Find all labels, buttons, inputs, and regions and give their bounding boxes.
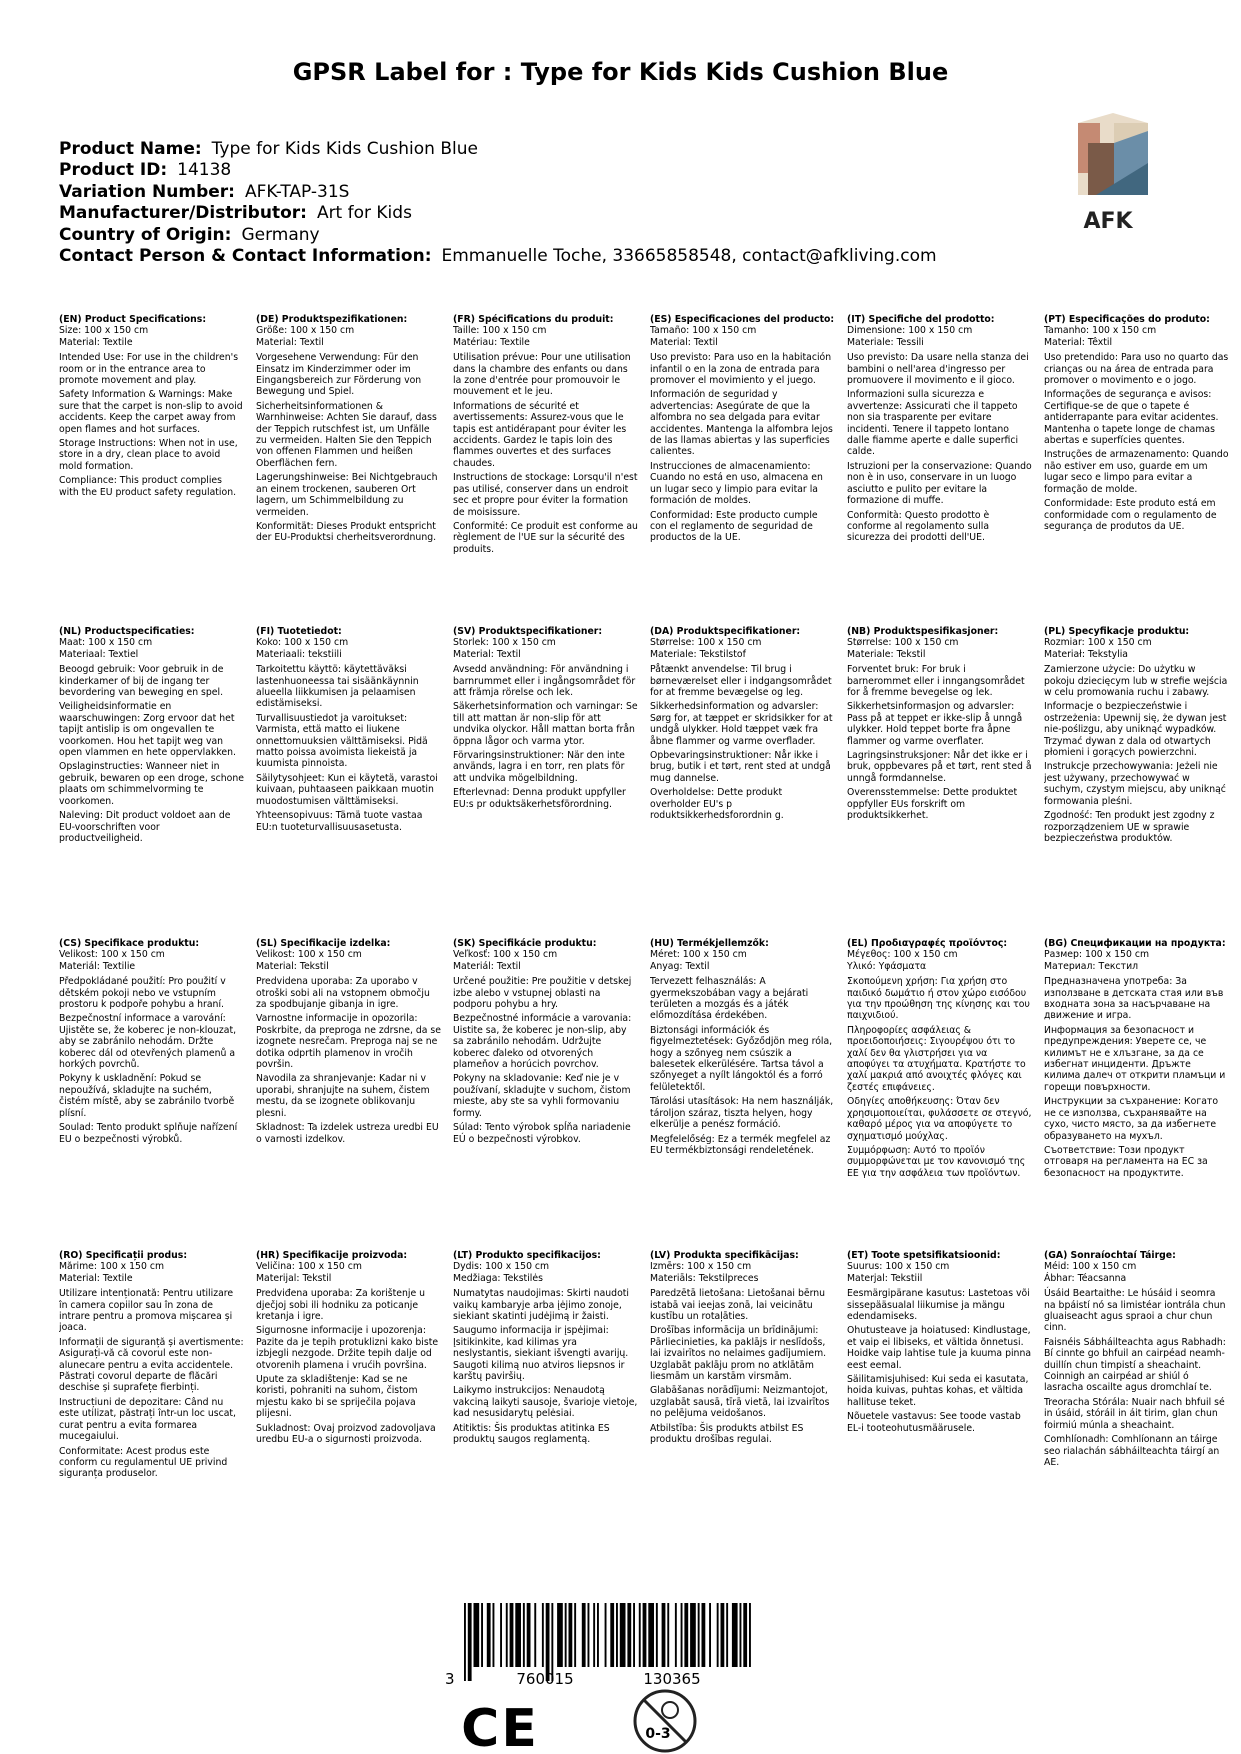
language-block [1044, 314, 1229, 614]
spec-paragraph: Overensstemmelse: Dette produktet oppfyller EUs forskrift om produktsikkerhet. [847, 787, 1018, 822]
barcode-bar [648, 1603, 654, 1667]
spec-paragraph: Určené použitie: Pre použitie v detskej izbe alebo v vstupnej oblasti na podporu pohybu a hry. [453, 976, 632, 1011]
spec-line: Materjal: Tekstiil [847, 1272, 923, 1284]
spec-line: Size: 100 x 150 cm [59, 325, 149, 337]
language-header: (BG) Спецификации на продукта: [1044, 938, 1226, 949]
barcode-bar [574, 1603, 576, 1667]
spec-line: Μέγεθος: 100 x 150 cm [847, 949, 958, 961]
spec-paragraph: Paredzētā lietošana: Lietošanai bērnu istabā vai ieejas zonā, lai veicinātu kustību un rotaļāties. [650, 1288, 826, 1323]
spec-paragraph: Säilytysohjeet: Kun ei käytetä, varastoi kuivaan, puhtaaseen paikkaan muotin muodostumisen välttämiseksi. [256, 772, 438, 807]
spec-paragraph: Instruções de armazenamento: Quando não estiver em uso, guarde em um lugar seco e limpo para evitar a formação de molde. [1044, 449, 1229, 495]
product-name-value: Type for Kids Kids Cushion Blue [211, 139, 478, 159]
language-block [847, 938, 1032, 1238]
spec-paragraph: Utilisation prévue: Pour une utilisation dans la chambre des enfants ou dans la zone d'entrée pour promouvoir le mouvement et le jeu. [453, 352, 631, 398]
spec-paragraph: Istruzioni per la conservazione: Quando non è in uso, conservare in un luogo asciutto e pulito per evitare la formazione di muffe. [847, 460, 1032, 507]
spec-line: Velikost: 100 x 150 cm [59, 949, 165, 961]
language-header: (LV) Produkta specifikācijas: [650, 1250, 799, 1261]
product-id-row [59, 160, 937, 181]
variation-number-label: Variation Number: [59, 181, 235, 202]
afk-logo [1068, 113, 1148, 236]
spec-line: Dimensione: 100 x 150 cm [847, 325, 973, 337]
spec-line: Méid: 100 x 150 cm [1044, 1261, 1137, 1273]
spec-line: Velikost: 100 x 150 cm [256, 949, 362, 961]
language-block [59, 938, 244, 1238]
spec-line: Størrelse: 100 x 150 cm [650, 637, 762, 649]
spec-paragraph: Instrucțiuni de depozitare: Când nu este utilizat, păstrați într-un loc uscat, curat pentru a evita formarea mucegaiului. [59, 1396, 237, 1443]
barcode-bar [569, 1603, 573, 1667]
spec-paragraph: Varnostne informacije in opozorila: Poskrbite, da preproga ne zdrsne, da se izognete nesrečam. Preproga naj se ne dotika odprtih plamenov in vročih površin. [256, 1013, 441, 1071]
language-block [59, 1250, 244, 1550]
spec-line: Mărime: 100 x 150 cm [59, 1261, 165, 1273]
spec-line: Materiāls: Tekstilpreces [650, 1272, 759, 1284]
barcode-bar [493, 1603, 495, 1667]
spec-paragraph: Opbevaringsinstruktioner: Når ikke i brug, butik i et tørt, rent sted at undgå mug dannelse. [650, 750, 831, 784]
barcode-bar [610, 1603, 614, 1667]
spec-line: Taille: 100 x 150 cm [453, 325, 547, 337]
spec-paragraph: Sicherheitsinformationen & Warnhinweise: Achten Sie darauf, dass der Teppich rutschfest ist, um Unfälle zu vermeiden. Halten Sie den Teppich von offenen Flammen und heißen Oberflächen fern. [256, 400, 437, 469]
spec-paragraph: Pokyny na skladovanie: Keď nie je v používaní, skladujte v suchom, čistom mieste, aby ste sa vyhli formovaniu formy. [453, 1073, 631, 1119]
spec-paragraph: Conformitate: Acest produs este conform cu regulamentul UE privind siguranța produselor. [59, 1445, 228, 1480]
spec-paragraph: Drošības informācija un brīdinājumi: Pārliecinieties, ka paklājs ir neslīdošs, lai izvairītos no nelaimes gadījumiem. Uzglabāt paklāju prom no atklātām liesmām un karstām virsmām. [650, 1325, 827, 1383]
spec-paragraph: Информация за безопасност и предупреждения: Уверете се, че килимът не е хлъзгане, за да се избегнат инциденти. Дръжте килима далеч от открити пламъци и горещи повърхности. [1044, 1024, 1226, 1093]
spec-line: Materiál: Textilie [59, 960, 136, 972]
barcode-bar [487, 1603, 491, 1667]
language-header: (NB) Produktspesifikasjoner: [847, 626, 999, 637]
spec-paragraph: Laikymo instrukcijos: Nenaudotą vakciną laikyti sausoje, švarioje vietoje, kad nesusidarytų pelėsiai. [453, 1385, 638, 1420]
barcode [440, 1603, 770, 1688]
spec-paragraph: Efterlevnad: Denna produkt uppfyller EU:s pr oduktsäkerhetsförordning. [453, 787, 626, 810]
spec-paragraph: Informations de sécurité et avertissements: Assurez-vous que le tapis est antidérapant pour éviter les accidents. Gardez le tapis loin des flammes ouvertes et des surfaces chaudes. [453, 400, 627, 469]
spec-paragraph: Säkerhetsinformation och varningar: Se till att mattan är non-slip för att undvika olyckor. Håll mattan borta från öppna lågor och varma ytor. [453, 701, 638, 747]
language-block [453, 938, 638, 1238]
spec-paragraph: Yhteensopivuus: Tämä tuote vastaa EU:n tuoteturvallisuusasetusta. [256, 810, 423, 833]
contact-label: Contact Person & Contact Information: [59, 246, 432, 267]
ce-mark-text: CE [461, 1700, 539, 1750]
spec-paragraph: Předpokládané použití: Pro použití v dětském pokoji nebo ve vstupním prostoru k podpoře pohybu a hraní. [59, 976, 226, 1011]
spec-paragraph: Säilitamisjuhised: Kui seda ei kasutata, hoida kuivas, puhtas kohas, et vältida hallituse teket. [847, 1374, 1029, 1408]
barcode-bar [605, 1603, 607, 1667]
spec-paragraph: Biztonsági információk és figyelmeztetések: Győződjön meg róla, hogy a szőnyeg nem csúszik a balesetek elkerülésére. Tartsa távol a szőnyeget a nyílt lángoktól és a forró felületektől. [650, 1024, 833, 1093]
language-header: (PL) Specyfikacje produktu: [1044, 626, 1190, 637]
spec-paragraph: Glabāšanas norādījumi: Neizmantojot, uzglabāt sausā, tīrā vietā, lai izvairītos no pelējuma veidošanos. [650, 1385, 830, 1420]
spec-paragraph: Avsedd användning: För användning i barnrummet eller i ingångsområdet för att främja rörelse och lek. [453, 664, 636, 699]
barcode-bar [468, 1603, 472, 1681]
language-header: (HR) Specifikacije proizvoda: [256, 1250, 408, 1261]
spec-paragraph: Utilizare intenționată: Pentru utilizare în camera copiilor sau în zona de intrare pentru a promova mișcarea și joaca. [59, 1288, 234, 1334]
spec-line: Размер: 100 x 150 cm [1044, 949, 1149, 961]
variation-number-value: AFK-TAP-31S [244, 181, 350, 202]
variation-number-row [59, 182, 937, 203]
barcode-bar [627, 1603, 631, 1667]
barcode-bar [534, 1603, 536, 1667]
spec-paragraph: Instrukcje przechowywania: Jeżeli nie jest używany, przechowywać w suchym, czystym miejscu, aby uniknąć formowania pleśni. [1044, 761, 1226, 807]
language-block [256, 938, 441, 1238]
spec-line: Materiale: Tessili [847, 336, 924, 348]
product-name-row [59, 139, 937, 160]
language-block [256, 626, 441, 926]
spec-line: Материал: Текстил [1044, 960, 1139, 972]
language-block [453, 626, 638, 926]
language-block [453, 1250, 638, 1550]
spec-line: Matériau: Textile [453, 336, 530, 348]
barcode-bar [464, 1603, 466, 1681]
barcode-bar [593, 1603, 595, 1667]
barcode-bar [675, 1603, 677, 1667]
barcode-bar [698, 1603, 700, 1667]
barcode-bar [726, 1603, 728, 1667]
barcode-bar [749, 1603, 751, 1667]
spec-paragraph: Turvallisuustiedot ja varoitukset: Varmista, että matto ei liukene onnettomuuksien välttämiseksi. Pidä matto poissa avoimista liekeistä ja kuumista pinnoista. [256, 712, 428, 770]
language-block [650, 626, 835, 926]
logo-text: AFK [1083, 209, 1133, 234]
spec-line: Größe: 100 x 150 cm [256, 325, 355, 337]
spec-paragraph: Naleving: Dit product voldoet aan de EU-voorschriften voor productveiligheid. [59, 810, 231, 844]
spec-paragraph: Vorgesehene Verwendung: Für den Einsatz im Kinderzimmer oder im Eingangsbereich zur Förderung von Bewegung und Spiel. [256, 352, 422, 398]
spec-paragraph: Informazioni sulla sicurezza e avvertenze: Assicurati che il tappeto non sia trasparente per evitare incidenti. Tenere il tappeto lontano dalle fiamme aperte e dalle superfici calde. [847, 389, 1019, 458]
barcode-bar [527, 1603, 531, 1667]
barcode-bar [721, 1603, 725, 1667]
spec-line: Storlek: 100 x 150 cm [453, 637, 556, 649]
spec-paragraph: Veiligheidsinformatie en waarschuwingen: Zorg ervoor dat het tapijt antislip is om ongevallen te voorkomen. Hou het tapijt weg van open vlammen en hete oppervlakken. [59, 701, 236, 759]
language-header: (SV) Produktspecifikationer: [453, 626, 603, 637]
spec-paragraph: Conformidade: Este produto está em conformidade com o regulamento de segurança de produtos da UE. [1044, 498, 1217, 532]
barcode-group-1: 760015 [516, 1670, 574, 1688]
barcode-bar [616, 1603, 618, 1667]
spec-paragraph: Predvidena uporaba: Za uporabo v otroški sobi ali na vstopnem območju za spodbujanje gibanja in igre. [256, 976, 430, 1011]
country-of-origin-label: Country of Origin: [59, 224, 232, 245]
spec-paragraph: Sigurnosne informacije i upozorenja: Pazite da je tepih protuklizni kako biste izbjegli nezgode. Držite tepih dalje od otvorenih plamena i vrućih površina. [256, 1325, 439, 1371]
spec-paragraph: Skladnost: Ta izdelek ustreza uredbi EU o varnosti izdelkov. [256, 1122, 439, 1145]
spec-paragraph: Sikkerhetsinformasjon og advarsler: Pass på at teppet er ikke-slip å unngå ulykker. Hold teppet borte fra åpne flammer og varme overflater. [847, 701, 1023, 747]
spec-paragraph: Treoracha Stórála: Nuair nach bhfuil sé in úsáid, stóráil in áit tirim, glan chun foirmiú múnla a sheachaint. [1044, 1396, 1225, 1431]
spec-paragraph: Påtænkt anvendelse: Til brug i børneværelset eller i indgangsområdet for at fremme bevægelse og leg. [650, 664, 832, 699]
age-warning-text: 0-3 [645, 1726, 671, 1742]
spec-line: Koko: 100 x 150 cm [256, 637, 349, 649]
barcode-bar [717, 1603, 719, 1667]
spec-paragraph: Οδηγίες αποθήκευσης: Όταν δεν χρησιμοποιείται, φυλάσσετε σε στεγνό, καθαρό μέρος για να αποφύγετε το σχηματισμό μούχλας. [847, 1096, 1032, 1142]
language-block [847, 1250, 1032, 1550]
spec-paragraph: Informații de siguranță și avertismente: Asigurați-vă că covorul este non-alunecare pentru a evita accidentele. Păstrați covorul departe de flăcări deschise și suprafețe fierbinți. [59, 1336, 244, 1394]
spec-paragraph: Eesmärgipärane kasutus: Lastetoas või sissepääsualal liikumise ja mängu edendamiseks. [847, 1288, 1030, 1323]
spec-paragraph: Uso previsto: Da usare nella stanza dei bambini o nell'area d'ingresso per promuovere il movimento e il gioco. [847, 352, 1029, 387]
spec-line: Material: Têxtil [1044, 336, 1113, 348]
spec-line: Veľkosť: 100 x 150 cm [453, 949, 558, 961]
spec-paragraph: Forventet bruk: For bruk i barnerommet eller i inngangsområdet for å fremme bevegelse og lek. [847, 664, 1025, 699]
country-of-origin-row [59, 225, 937, 246]
spec-paragraph: Intended Use: For use in the children's room or in the entrance area to promote movement and play. [59, 352, 239, 387]
barcode-bar [740, 1603, 742, 1667]
spec-paragraph: Tervezett felhasználás: A gyermekszobában vagy a bejárati területen a mozgás és a játék előmozdítása érdekében. [650, 976, 809, 1022]
language-header: (FI) Tuotetiedot: [256, 626, 342, 637]
language-header: (DE) Produktspezifikationen: [256, 314, 408, 325]
language-block [650, 314, 835, 614]
spec-paragraph: Safety Information & Warnings: Make sure that the carpet is non-slip to avoid accidents. Keep the carpet away from open flames and hot surfaces. [59, 389, 243, 435]
spec-paragraph: Opslaginstructies: Wanneer niet in gebruik, bewaren op een droge, schone plaats om schimmelvorming te voorkomen. [59, 761, 244, 807]
spec-paragraph: Instructions de stockage: Lorsqu'il n'est pas utilisé, conserver dans un endroit sec et propre pour éviter la formation de moisissure. [453, 472, 638, 518]
language-block [650, 1250, 835, 1550]
barcode-bar [542, 1603, 544, 1667]
spec-paragraph: Conformidad: Este producto cumple con el reglamento de seguridad de productos de la UE. [650, 509, 818, 544]
language-header: (PT) Especificações do produto: [1044, 314, 1210, 325]
spec-paragraph: Instrucciones de almacenamiento: Cuando no está en uso, almacena en un lugar seco y limpio para evitar la formación de moldes. [650, 460, 823, 507]
product-info [59, 139, 937, 267]
spec-paragraph: Предназначена употреба: За използване в детската стая или във входната зона за насърчаване на движение и игра. [1044, 976, 1224, 1022]
spec-paragraph: Инструкции за съхранение: Когато не се използва, съхранявайте на сухо, чисто място, за да избегнете образуването на мухъл. [1044, 1096, 1219, 1142]
spec-line: Material: Textile [59, 1272, 133, 1284]
spec-paragraph: Lagerungshinweise: Bei Nichtgebrauch an einem trockenen, sauberen Ort lagern, um Schimmelbildung zu vermeiden. [256, 472, 438, 518]
contact-value: Emmanuelle Toche, 33665858548, contact@afkliving.com [441, 246, 937, 267]
spec-paragraph: Πληροφορίες ασφάλειας & προειδοποιήσεις: Σιγουρέψου ότι το χαλί δεν θα γλιστρήσει για να αποφύγει τα ατυχήματα. Κρατήστε το χαλί μακριά από ανοιχτές φλόγες και ζεστές επιφάνειες. [847, 1024, 1026, 1093]
barcode-bar [582, 1603, 586, 1667]
barcode-bar [557, 1603, 563, 1667]
spec-paragraph: Overholdelse: Dette produkt overholder EU's p roduktsikkerhedsforordnin g. [650, 787, 784, 822]
barcode-bar [690, 1603, 696, 1667]
spec-line: Material: Textil [453, 648, 521, 660]
page-title: GPSR Label for : Type for Kids Kids Cushion Blue [292, 58, 949, 86]
spec-line: Materiale: Tekstilstof [650, 648, 746, 660]
language-header: (ET) Toote spetsifikatsioonid: [847, 1250, 1001, 1261]
language-block [1044, 626, 1229, 926]
language-block [59, 626, 244, 926]
spec-paragraph: Conformità: Questo prodotto è conforme al regolamento sulla sicurezza dei prodotti dell'UE. [847, 509, 990, 544]
barcode-group-2: 130365 [643, 1670, 701, 1688]
spec-paragraph: Conformité: Ce produit est conforme au règlement de l'UE sur la sécurité des produits. [453, 520, 638, 555]
barcode-bar [702, 1603, 706, 1667]
barcode-bar [633, 1603, 635, 1667]
language-block [59, 314, 244, 614]
barcode-bar [643, 1603, 647, 1667]
spec-line: Anyag: Textil [650, 960, 710, 972]
language-header: (IT) Specifiche del prodotto: [847, 314, 995, 325]
language-block [256, 314, 441, 614]
spec-paragraph: Konformität: Dieses Produkt entspricht der EU-Produktsi cherheitsverordnung. [256, 520, 437, 544]
language-block [847, 314, 1032, 614]
spec-paragraph: Sukladnost: Ovaj proizvod zadovoljava uredbu EU-a o sigurnosti proizvoda. [256, 1422, 436, 1446]
barcode-bar [667, 1603, 669, 1667]
spec-line: Material: Textil [256, 336, 324, 348]
spec-line: Størrelse: 100 x 150 cm [847, 637, 959, 649]
spec-line: Dydis: 100 x 150 cm [453, 1261, 550, 1273]
spec-paragraph: Beoogd gebruik: Voor gebruik in de kinderkamer of bij de ingang ter bevordering van beweging en spel. [59, 664, 224, 699]
spec-paragraph: Bezpečnostní informace a varování: Ujistěte se, že koberec je non-klouzat, aby se zabránilo nehodám. Držte koberec dál od otevřených plamenů a horkých povrchů. [59, 1013, 237, 1071]
spec-paragraph: Comhlíonadh: Comhlíonann an táirge seo rialachán sábháilteachta táirgí an AE. [1044, 1434, 1220, 1468]
barcode-bar [684, 1603, 688, 1667]
contact-row [59, 246, 937, 267]
spec-paragraph: Upute za skladištenje: Kad se ne koristi, pohraniti na suhom, čistom mjestu kako bi se spriječila pojava plijesni. [256, 1374, 418, 1420]
spec-paragraph: Съответствие: Този продукт отговаря на регламента на ЕС за безопасност на продуктите. [1044, 1144, 1208, 1179]
language-header: (FR) Spécifications du produit: [453, 314, 614, 325]
language-header: (CS) Specifikace produktu: [59, 938, 200, 949]
spec-line: Materiale: Tekstil [847, 648, 926, 660]
spec-paragraph: Saugumo informacija ir įspėjimai: Įsitikinkite, kad kilimas yra neslystantis, siekiant išvengti avarijų. Saugoti kilimą nuo atviros liepsnos ir karštų paviršių. [453, 1325, 629, 1383]
barcode-bar [662, 1603, 666, 1667]
barcode-bar [481, 1603, 483, 1667]
language-header: (SK) Špecifikácie produktu: [453, 938, 597, 949]
manufacturer-row [59, 203, 937, 224]
spec-line: Materiál: Textil [453, 960, 521, 972]
barcode-bar [474, 1603, 480, 1667]
barcode-bar [506, 1603, 508, 1667]
spec-line: Materiaali: tekstiili [256, 648, 342, 660]
spec-paragraph: Súlad: Tento výrobok spĺňa nariadenie EÚ o bezpečnosti výrobkov. [453, 1122, 631, 1145]
spec-paragraph: Pokyny k uskladnění: Pokud se nepoužívá, skladujte na suchém, čistém místě, aby se zabránilo tvorbě plísní. [59, 1073, 235, 1119]
barcode-bar [500, 1603, 502, 1667]
barcode-bars [464, 1603, 751, 1681]
spec-paragraph: Zamierzone użycie: Do użytku w pokoju dziecięcym lub w strefie wejścia w celu promowania ruchu i zabawy. [1044, 664, 1228, 699]
spec-paragraph: Tarkoitettu käyttö: käytettäväksi lastenhuoneessa tai sisäänkäynnin alueella liikkumisen ja pelaamisen edistämiseksi. [256, 664, 419, 710]
language-header: (EL) Προδιαγραφές προϊόντος: [847, 938, 1008, 949]
barcode-bar [597, 1603, 599, 1667]
spec-line: Maat: 100 x 150 cm [59, 637, 153, 649]
barcode-bar [523, 1603, 525, 1667]
spec-paragraph: Úsáid Beartaithe: Le húsáid i seomra na bpáistí nó sa limistéar iontrála chun gluaiseacht agus spraoi a chur chun cinn. [1044, 1288, 1226, 1334]
barcode-bar [709, 1603, 711, 1667]
spec-paragraph: Zgodność: Ten produkt jest zgodny z rozporządzeniem UE w sprawie bezpieczeństwa produktów. [1044, 810, 1215, 844]
spec-paragraph: Predviđena uporaba: Za korištenje u dječjoj sobi ili hodniku za poticanje kretanja i igre. [256, 1288, 426, 1323]
barcode-bar [588, 1603, 590, 1667]
spec-line: Materiaal: Textiel [59, 648, 139, 660]
spec-line: Suurus: 100 x 150 cm [847, 1261, 950, 1273]
language-header: (DA) Produktspecifikationer: [650, 626, 801, 637]
barcode-bar [732, 1603, 738, 1667]
spec-paragraph: Soulad: Tento produkt splňuje nařízení EU o bezpečnosti výrobků. [59, 1122, 238, 1145]
barcode-bar [620, 1603, 626, 1667]
barcode-bar [681, 1603, 683, 1667]
spec-line: Medžiaga: Tekstilės [453, 1272, 543, 1284]
language-header: (RO) Specificații produs: [59, 1250, 188, 1261]
product-name-label: Product Name: [59, 139, 202, 159]
spec-paragraph: Ohutusteave ja hoiatused: Kindlustage, et vaip ei libiseks, et vältida õnnetusi. Hoidke vaip lahtise tule ja kuuma pinna eest eemal. [847, 1325, 1032, 1371]
spec-paragraph: Tárolási utasítások: Ha nem használják, tároljon száraz, tiszta helyen, hogy elkerülje a penész formáció. [650, 1096, 834, 1131]
spec-paragraph: Informacje o bezpieczeństwie i ostrzeżenia: Upewnij się, że dywan jest nie-poślizgu, aby uniknąć wypadków. Trzymać dywan z dala od otwartych płomieni i gorących powierzchni. [1044, 701, 1227, 759]
language-block [650, 938, 835, 1238]
spec-paragraph: Uso previsto: Para uso en la habitación infantil o en la zona de entrada para promover el movimiento y el juego. [650, 352, 832, 387]
spec-line: Material: Tekstil [256, 960, 329, 972]
spec-line: Tamanho: 100 x 150 cm [1044, 325, 1157, 337]
language-header: (EN) Product Specifications: [59, 314, 207, 325]
age-warning-icon [632, 1688, 698, 1754]
spec-line: Material: Textile [59, 336, 133, 348]
spec-paragraph: Σκοπούμενη χρήση: Για χρήση στο παιδικό δωμάτιο ή στον χώρο εισόδου για την προώθηση της κίνησης και του παιχνιδιού. [847, 976, 1030, 1022]
language-header: (LT) Produkto specifikacijos: [453, 1250, 601, 1261]
ce-mark [455, 1700, 545, 1750]
spec-paragraph: Lagringsinstruksjoner: Når det ikke er i bruk, oppbevares på et tørt, rent sted å unngå formdannelse. [847, 750, 1032, 784]
spec-line: Material: Textil [650, 336, 718, 348]
spec-line: Méret: 100 x 150 cm [650, 949, 747, 961]
country-of-origin-value: Germany [241, 224, 320, 245]
spec-paragraph: Navodila za shranjevanje: Kadar ni v uporabi, shranjujte na suhem, čistem mestu, da se izognete oblikovanju plesni. [256, 1073, 430, 1119]
barcode-bar [565, 1603, 567, 1667]
language-header: (HU) Termékjellemzők: [650, 938, 769, 949]
spec-paragraph: Atbilstība: Šis produkts atbilst ES produktu drošības regulai. [650, 1422, 804, 1446]
barcode-bar [656, 1603, 658, 1667]
spec-paragraph: Compliance: This product complies with the EU product safety regulation. [59, 475, 237, 498]
spec-line: Tamaño: 100 x 150 cm [650, 325, 757, 337]
language-header: (SL) Specifikacije izdelka: [256, 938, 391, 949]
spec-line: Ábhar: Téacsanna [1044, 1272, 1127, 1284]
manufacturer-value: Art for Kids [316, 203, 412, 224]
barcode-bar [639, 1603, 641, 1667]
barcode-bar [743, 1603, 747, 1667]
spec-line: Izmērs: 100 x 150 cm [650, 1261, 752, 1273]
spec-paragraph: Συμμόρφωση: Αυτό το προϊόν συμμορφώνεται με τον κανονισμό της ΕΕ για την ασφάλεια των προϊόντων. [847, 1144, 1026, 1179]
spec-paragraph: Förvaringsinstruktioner: När den inte används, lagra i en torr, ren plats för att undvika mögelbildning. [453, 750, 625, 784]
spec-paragraph: Información de seguridad y advertencias: Asegúrate de que la alfombra no sea delgada para evitar accidentes. Mantenga la alfombra lejos de las llamas abiertas y las superficies calientes. [650, 389, 833, 458]
spec-line: Materijal: Tekstil [256, 1272, 332, 1284]
spec-paragraph: Sikkerhedsinformation og advarsler: Sørg for, at tæppet er skridsikker for at undgå ulykker. Hold tæppet væk fra åbne flammer og varme overflader. [650, 701, 833, 747]
barcode-first-digit: 3 [445, 1670, 455, 1688]
spec-paragraph: Nõuetele vastavus: See toode vastab EL-i tooteohutusmäärusele. [847, 1411, 1021, 1434]
spec-paragraph: Bezpečnostné informácie a varovania: Uistite sa, že koberec je non-slip, aby sa zabránilo nehodám. Udržujte koberec ďaleko od otvorených plameňov a horúcich povrchov. [453, 1013, 632, 1071]
spec-line: Veličina: 100 x 150 cm [256, 1261, 362, 1273]
language-block [1044, 938, 1229, 1238]
barcode-bar [515, 1603, 521, 1667]
spec-line: Rozmiar: 100 x 150 cm [1044, 637, 1152, 649]
product-id-value: 14138 [177, 160, 232, 181]
spec-paragraph: Storage Instructions: When not in use, store in a dry, clean place to avoid mold formation. [59, 438, 238, 472]
barcode-bar [510, 1603, 514, 1667]
product-id-label: Product ID: [59, 160, 168, 181]
language-header: (NL) Productspecificaties: [59, 626, 195, 637]
spec-paragraph: Uso pretendido: Para uso no quarto das crianças ou na área de entrada para promover o movimento e o jogo. [1044, 352, 1229, 387]
spec-line: Υλικό: Υφάσματα [847, 960, 927, 972]
manufacturer-label: Manufacturer/Distributor: [59, 203, 307, 224]
spec-line: Materiał: Tekstylia [1044, 648, 1128, 660]
language-header: (GA) Sonraíochtaí Táirge: [1044, 1250, 1176, 1261]
spec-paragraph: Atitiktis: Šis produktas atitinka ES produktų saugos reglamentą. [453, 1422, 610, 1446]
spec-paragraph: Numatytas naudojimas: Skirti naudoti vaikų kambaryje arba įėjimo zonoje, siekiant skatinti judėjimą ir žaisti. [453, 1288, 629, 1323]
language-header: (ES) Especificaciones del producto: [650, 314, 835, 325]
language-block [1044, 1250, 1229, 1550]
language-block [256, 1250, 441, 1550]
language-block [847, 626, 1032, 926]
language-block [453, 314, 638, 614]
spec-paragraph: Informações de segurança e avisos: Certifique-se de que o tapete é antiderrapante para evitar acidentes. Mantenha o tapete longe de chamas abertas e superfícies quentes. [1044, 389, 1219, 447]
spec-paragraph: Megfelelőség: Ez a termék megfelel az EU termékbiztonsági rendeletének. [650, 1133, 831, 1156]
spec-paragraph: Faisnéis Sábháilteachta agus Rabhadh: Bí cinnte go bhfuil an cairpéad neamh-duillín chun timpistí a sheachaint. Coinnigh an cairpéad ar shiúl ó lasracha oscailte agus dromchlaí te. [1044, 1336, 1226, 1394]
